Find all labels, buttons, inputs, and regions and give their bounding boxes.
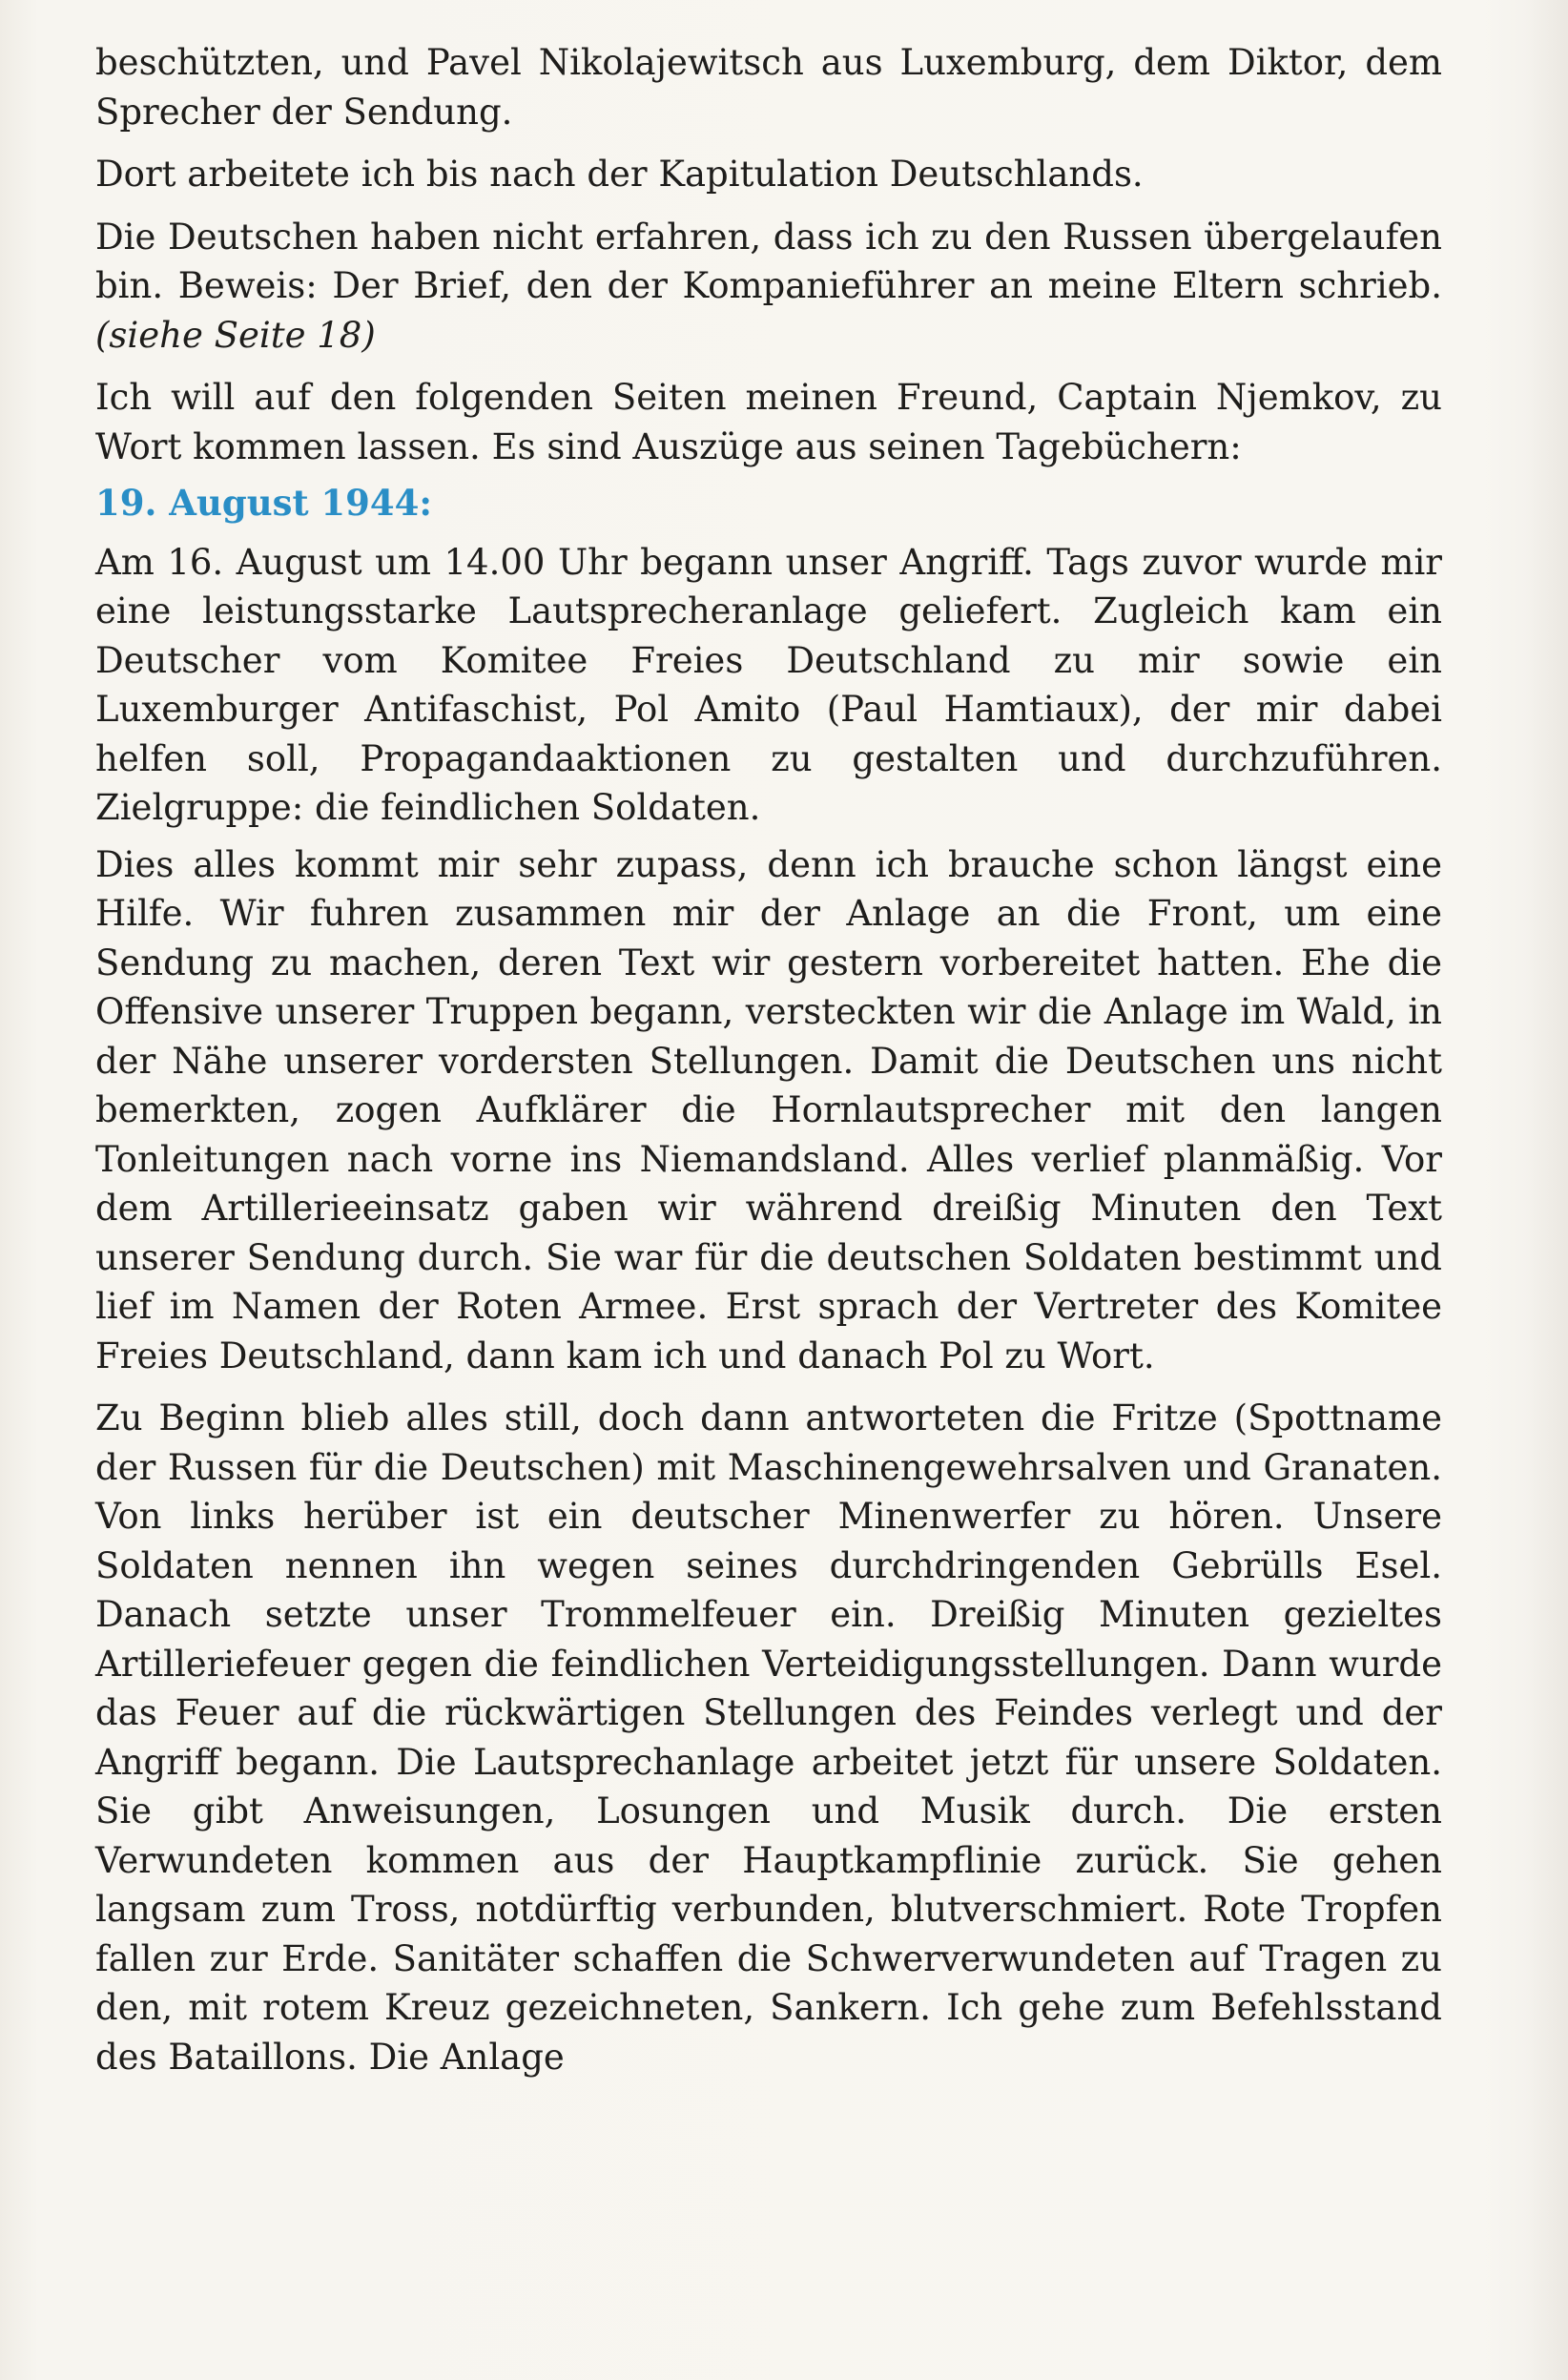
paragraph-continuation: beschützten, und Pavel Nikolajewitsch aus Luxemburg, dem Diktor, dem Sprecher der Sendung.	[95, 42, 1442, 133]
paragraph-battle: Zu Beginn blieb alles still, doch dann antworteten die Fritze (Spottname der Russen für die Deutschen) mit Maschinengewehrsalven und Granaten. Von links herüber ist ein deutscher Minenwerfer zu hören. Unsere Soldaten nennen ihn wegen seines durchdringenden Gebrülls Esel. Danach setzte unser Trommelfeuer ein. Dreißig Minuten gezieltes Artilleriefeuer gegen die feindlichen Verteidigungsstellungen. Dann wurde das Feuer auf die rückwärtigen Stellungen des Feindes verlegt und der Angriff begann. Die Lautsprechanlage arbeitet jetzt für unsere Soldaten. Sie gibt Anweisungen, Losungen und Musik durch. Die ersten Verwundeten kommen aus der Hauptkampflinie zurück. Sie gehen langsam zum Tross, notdürftig verbunden, blutverschmiert. Rote Tropfen fallen zur Erde. Sanitäter schaffen die Schwerverwundeten auf Tragen zu den, mit rotem Kreuz gezeichneten, Sankern. Ich gehe zum Befehlsstand des Bataillons. Die Anlage	[95, 1397, 1442, 2078]
paragraph-capitulation: Dort arbeitete ich bis nach der Kapitulation Deutschlands.	[95, 154, 1144, 195]
page-reference: (siehe Seite 18)	[95, 314, 376, 356]
page-edge-shadow	[1482, 0, 1568, 2380]
paragraph-broadcast: Dies alles kommt mir sehr zupass, denn ich brauche schon längst eine Hilfe. Wir fuhren zusammen mir der Anlage an die Front, um eine Sendung zu machen, deren Text wir gestern vorbereitet hatten. Ehe die Offensive unserer Truppen begann, versteckten wir die Anlage im Wald, in der Nähe unserer vordersten Stellungen. Damit die Deutschen uns nicht bemerkten, zogen Aufklärer die Hornlautsprecher mit den langen Tonleitungen nach vorne ins Niemandsland. Alles verlief planmäßig. Vor dem Artillerieeinsatz gaben wir während dreißig Minuten den Text unserer Sendung durch. Sie war für die deutschen Soldaten bestimmt und lief im Namen der Roten Armee. Erst sprach der Vertreter des Komitee Freies Deutschland, dann kam ich und danach Pol zu Wort.	[95, 843, 1442, 1376]
paragraph-introduction: Ich will auf den folgenden Seiten meinen Freund, Captain Njemkov, zu Wort kommen lassen. Es sind Auszüge aus seinen Tagebüchern:	[95, 377, 1442, 467]
diary-date-heading: 19. August 1944:	[95, 482, 433, 524]
paragraph-defection-text: Die Deutschen haben nicht erfahren, dass ich zu den Russen übergelaufen bin. Beweis: Der Brief, den der Kompanieführer an meine Eltern schrieb.	[95, 216, 1442, 306]
body-text	[95, 38, 1442, 2095]
paragraph-attack: Am 16. August um 14.00 Uhr begann unser Angriff. Tags zuvor wurde mir eine leistungsstarke Lautsprecheranlage geliefert. Zugleich kam ein Deutscher vom Komitee Freies Deutschland zu mir sowie ein Luxemburger Antifaschist, Pol Amito (Paul Hamtiaux), der mir dabei helfen soll, Propagandaaktionen zu gestalten und durchzuführen. Zielgruppe: die feindlichen Soldaten.	[95, 541, 1442, 828]
paragraph-defection	[95, 213, 1442, 361]
